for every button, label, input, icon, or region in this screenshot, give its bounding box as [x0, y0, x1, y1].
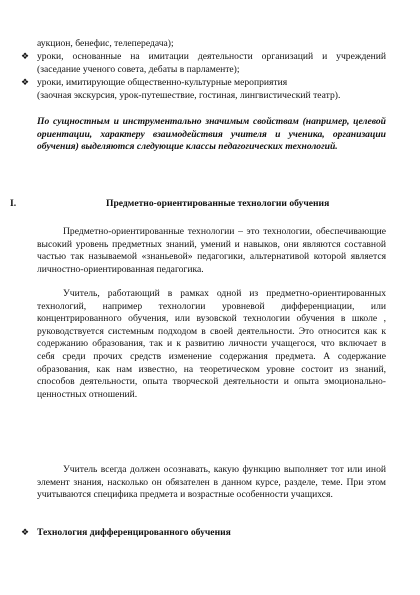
diamond-bullet-icon: ❖	[21, 78, 30, 88]
section-number: I.	[10, 198, 17, 209]
diamond-bullet-icon: ❖	[21, 528, 30, 538]
paragraph-2: Учитель, работающий в рамках одной из предметно-ориентированных технологий, например технологии уровневой дифференциации, или концентрированного обучения, или вузовской технологии обучения в школе , руководствуется системным подходом в своей деятельности. Это относится как к содержанию образования, так и к развитию личности учащегося, что включает в себя среди прочих средств изменение содержания предмета. А содержание образования, как нам известно, на теоретическом уровне состоит из знаний, способов деятельности, опыта творческой деятельности и опыта эмоционально-ценностных отношений.	[37, 288, 386, 400]
diamond-bullet-icon: ❖	[21, 52, 30, 62]
list-item-text: уроки, основанные на имитации деятельности организаций и учреждений (заседание ученого совета, дебаты в парламенте);	[37, 51, 386, 75]
list-item-continuation: (заочная экскурсия, урок-путешествие, гостиная, лингвистический театр).	[37, 90, 341, 101]
paragraph-1: Предметно-ориентированные технологии – это технологии, обеспечивающие высокий уровень предметных знаний, умений и навыков, они являются составной частью так называемой «знаньевой» педагогики, альтернативой которой является личностно-ориентированная педагогика.	[37, 226, 386, 275]
paragraph-3: Учитель всегда должен осознавать, какую функцию выполняет тот или иной элемент знания, насколько он обязателен в данном курсе, разделе, теме. При этом учитываются специфика предмета и возрастные особенности учащихся.	[37, 464, 386, 501]
text-line-continuation: аукцион, бенефис, телепередача);	[37, 38, 174, 49]
list-item-text: уроки, имитирующие общественно-культурные мероприятия	[37, 77, 288, 88]
section-title: Предметно-ориентированные технологии обучения	[106, 198, 330, 209]
subsection-heading: Технология дифференцированного обучения	[37, 527, 231, 538]
classification-intro: По сущностным и инструментально значимым свойствам (например, целевой ориентации, характеру взаимодействия учителя и ученика, организации обучения) выделяются следующие классы педагогических технологий.	[37, 116, 386, 153]
section-heading	[0, 198, 420, 211]
